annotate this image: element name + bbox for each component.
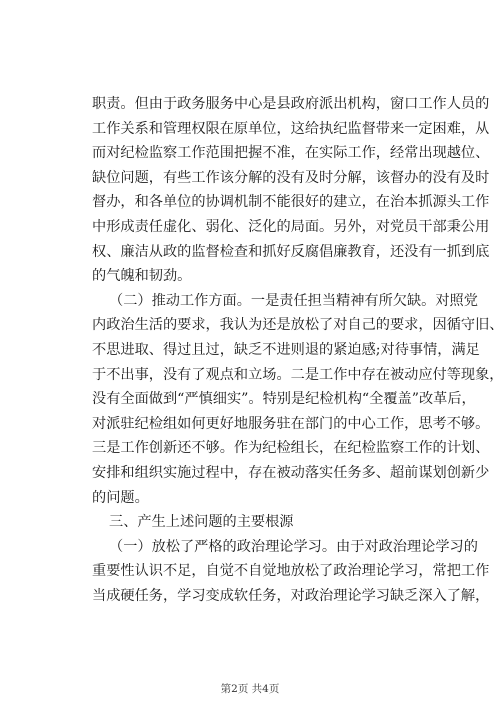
text-line: 不思进取、得过且过，缺乏不进则退的紧迫感;对待事情，满足	[92, 341, 480, 358]
text-line: 的气魄和韧劲。	[92, 268, 192, 285]
text-line: 三是工作创新还不够。作为纪检组长，在纪检监察工作的计划、	[92, 440, 490, 457]
page-footer	[0, 681, 500, 696]
text-line: 职责。但由于政务服务中心是县政府派出机构，窗口工作人员的	[92, 96, 490, 112]
text-line: 安排和组织实施过程中，存在被动落实任务多、超前谋划创新少	[92, 464, 490, 481]
text-line: 缺位问题，有些工作该分解的没有及时分解，该督办的没有及时	[92, 169, 490, 186]
text-line: 没有全面做到“严慎细实”。特别是纪检机构“全覆盖”改革后，	[92, 391, 476, 408]
text-line: （二）推动工作方面。一是责任担当精神有所欠缺。对照党	[109, 292, 478, 309]
text-line: 的问题。	[92, 489, 149, 506]
document-body	[92, 92, 503, 608]
text-line: （一）放松了严格的政治理论学习。由于对政治理论学习的	[109, 538, 478, 555]
text-line: 于不出事，没有了观点和立场。二是工作中存在被动应付等现象，	[92, 366, 503, 383]
text-line: 中形成责任虚化、弱化、泛化的局面。另外，对党员干部秉公用	[92, 218, 490, 235]
text-line: 重要性认识不足，自觉不自觉地放松了政治理论学习，常把工作	[92, 563, 490, 580]
text-line: 内政治生活的要求，我认为还是放松了对自己的要求，因循守旧、	[92, 317, 503, 334]
paragraph	[92, 289, 503, 510]
text-line: 工作关系和管理权限在原单位，这给执纪监督带来一定困难，从	[92, 120, 490, 137]
text-line: 而对纪检监察工作范围把握不准，在实际工作，经常出现越位、	[92, 145, 490, 162]
section-heading-text: 三、产生上述问题的主要根源	[109, 514, 294, 531]
section-heading	[92, 510, 460, 535]
paragraph	[92, 92, 490, 289]
page-number: 第2页 共4页	[220, 683, 280, 695]
text-line: 权、廉洁从政的监督检查和抓好反腐倡廉教育，还没有一抓到底	[92, 243, 490, 260]
text-line: 对派驻纪检组如何更好地服务驻在部门的中心工作，思考不够。	[92, 415, 490, 432]
paragraph	[92, 535, 490, 609]
text-line: 督办，和各单位的协调机制不能很好的建立，在治本抓源头工作	[92, 194, 490, 211]
text-line: 当成硬任务，学习变成软任务，对政治理论学习缺乏深入了解，	[92, 587, 490, 604]
